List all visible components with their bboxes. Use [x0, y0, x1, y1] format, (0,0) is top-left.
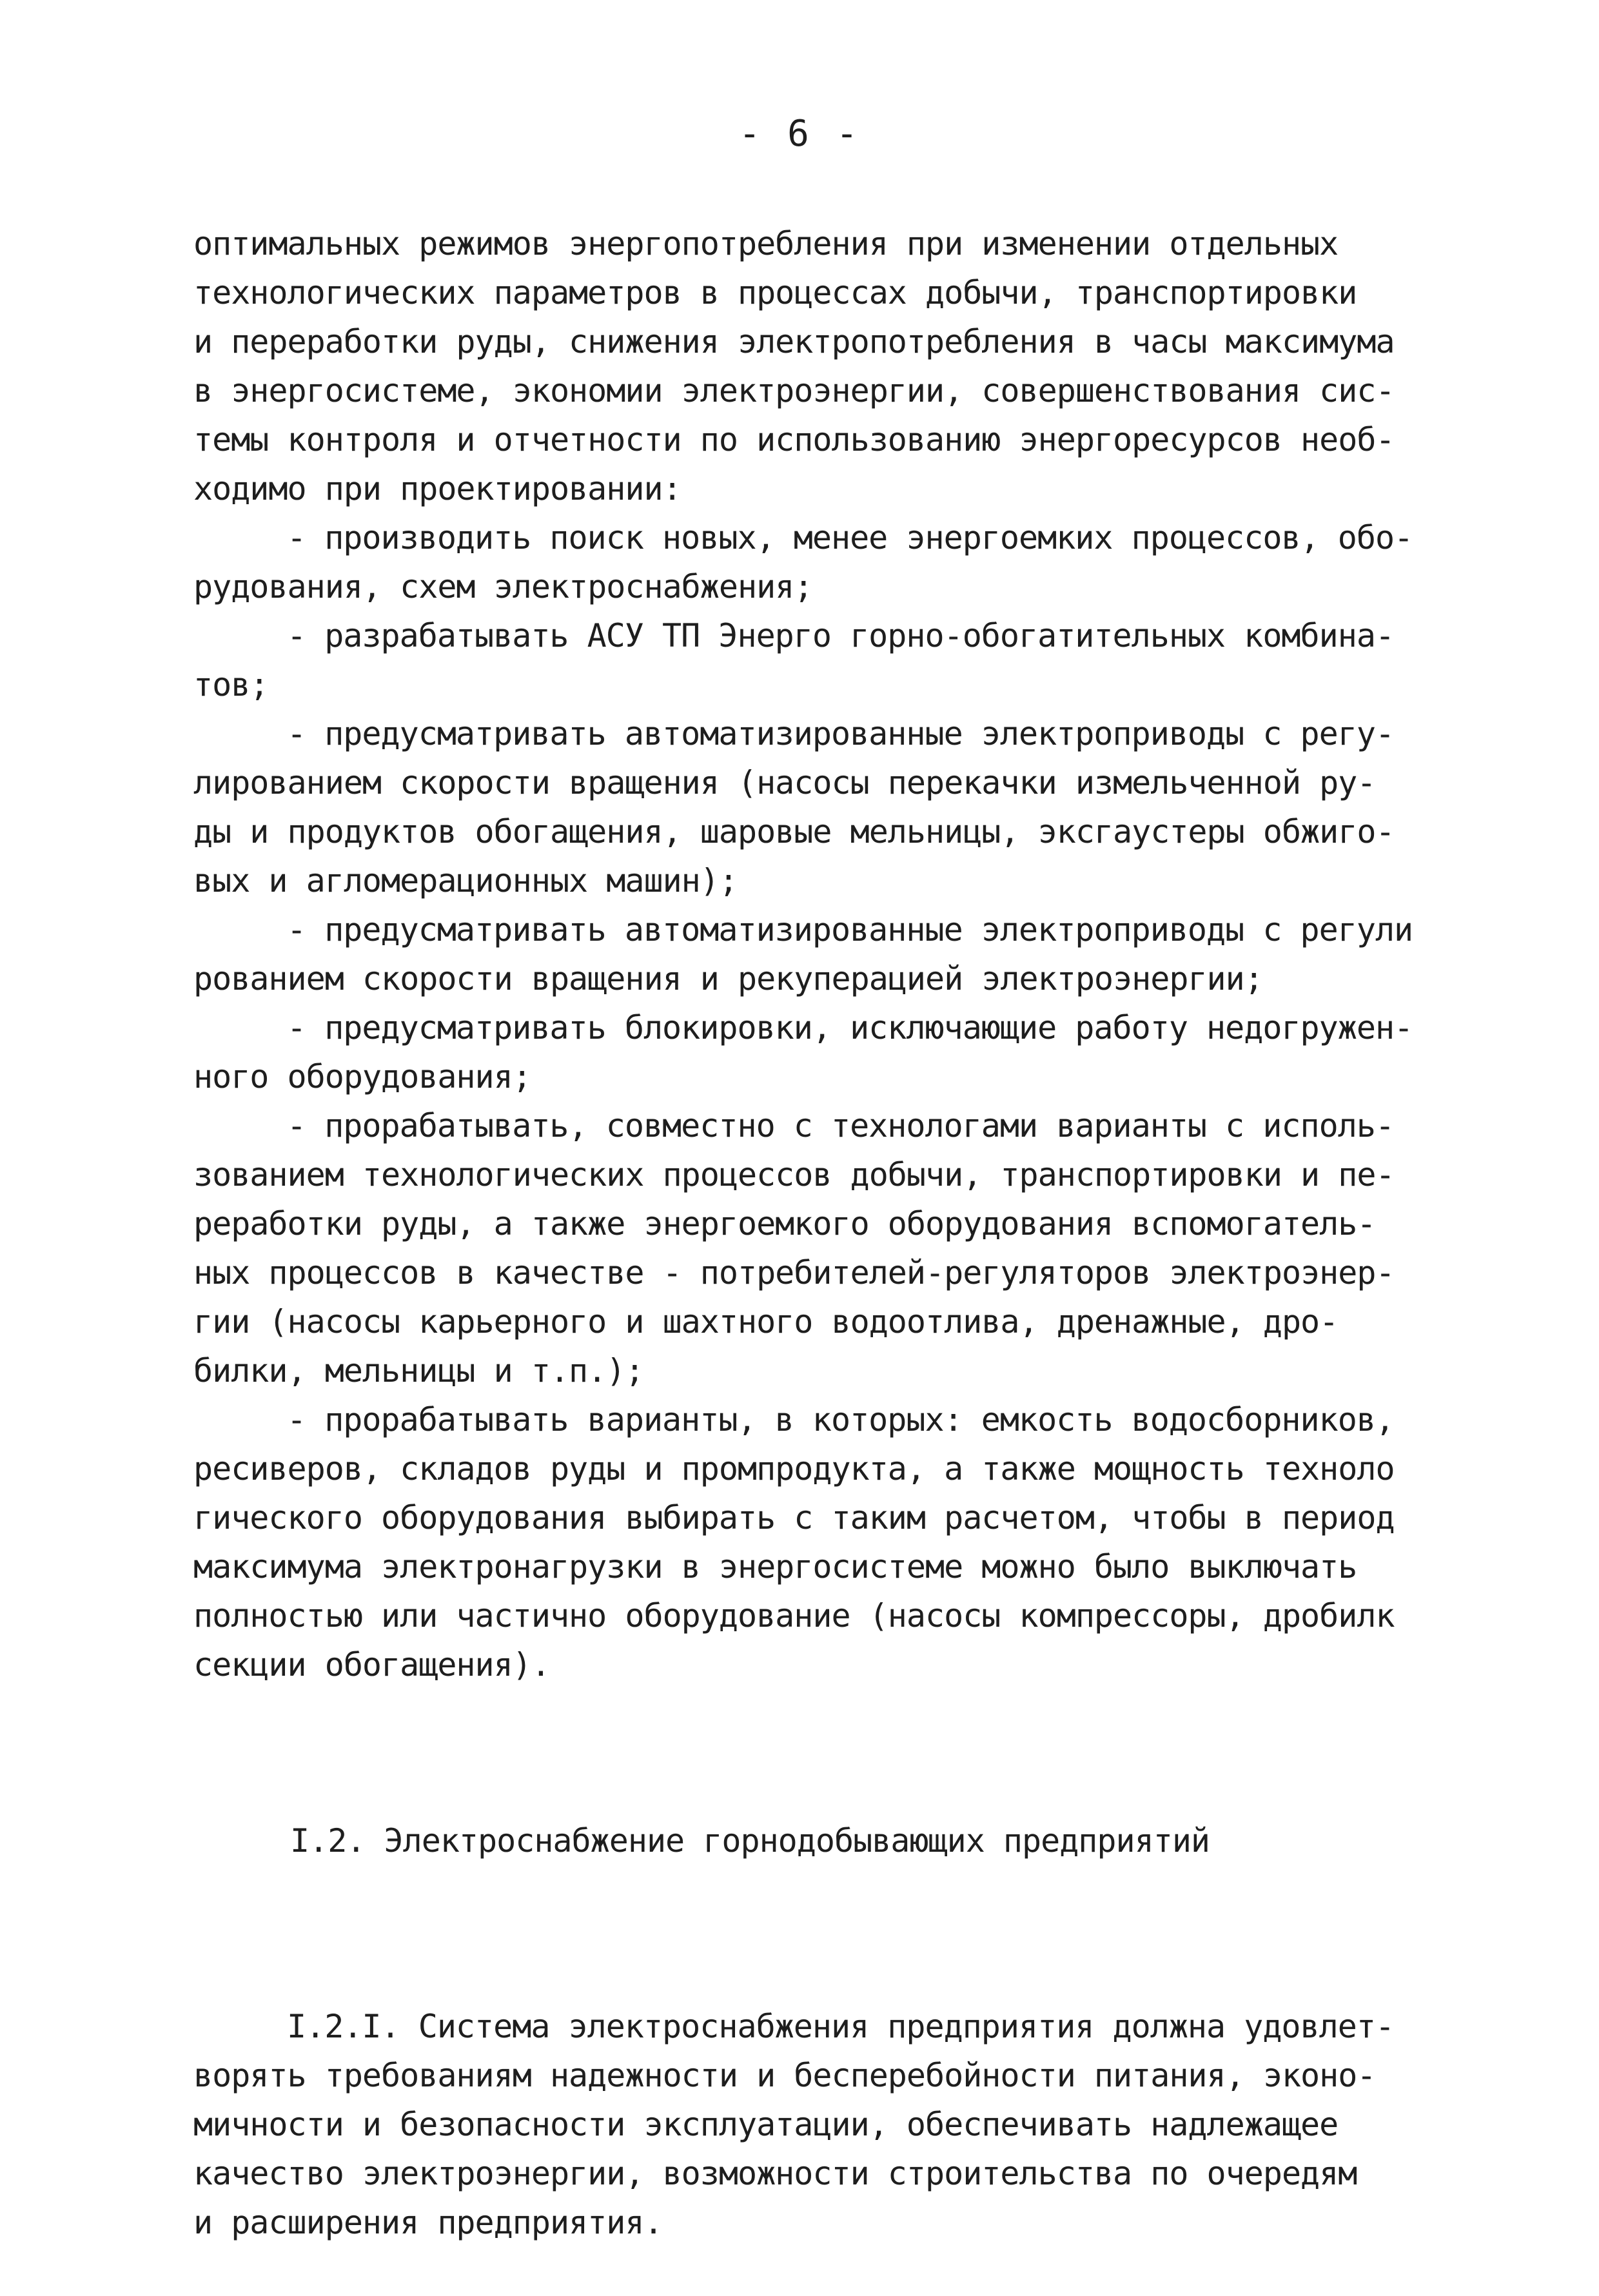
text-line: темы контроля и отчетности по использованию энергоресурсов необ-	[193, 421, 1395, 458]
text-line: лированием скорости вращения (насосы перекачки измельченной ру-	[193, 764, 1376, 801]
text-line: зованием технологических процессов добычи, транспортировки и пе-	[193, 1156, 1395, 1193]
text-line: мичности и безопасности эксплуатации, обеспечивать надлежащее	[193, 2106, 1339, 2143]
text-line: - производить поиск новых, менее энергоемких процессов, обо-	[287, 519, 1413, 556]
text-line: вых и агломерационных машин);	[193, 862, 738, 899]
section-1-2	[193, 1718, 1489, 2296]
text-line: гического оборудования выбирать с таким расчетом, чтобы в период	[193, 1499, 1395, 1536]
text-line: - предусматривать блокировки, исключающие работу недогружен-	[287, 1009, 1413, 1046]
text-line: рованием скорости вращения и рекуперацией электроэнергии;	[193, 960, 1263, 997]
text-line: реработки руды, а также энергоемкого оборудования вспомогатель-	[193, 1205, 1376, 1242]
section-heading: I.2. Электроснабжение горнодобывающих предприятий	[290, 1822, 1210, 1859]
text-line: оптимальных режимов энергопотребления при изменении отдельных	[193, 225, 1339, 262]
text-line: секции обогащения).	[193, 1646, 550, 1683]
text-line: - предусматривать автоматизированные электроприводы с регули	[287, 911, 1413, 948]
text-line: ды и продуктов обогащения, шаровые мельницы, эксгаустеры обжиго-	[193, 813, 1395, 850]
text-line: гии (насосы карьерного и шахтного водоотлива, дренажные, дро-	[193, 1303, 1339, 1340]
text-line: ресиверов, складов руды и промпродукта, а также мощность техноло	[193, 1450, 1395, 1487]
section-body	[193, 2002, 1489, 2247]
text-line: - прорабатывать варианты, в которых: емкость водосборников,	[287, 1401, 1395, 1438]
text-line: качество электроэнергии, возможности строительства по очередям	[193, 2155, 1357, 2192]
text-line: ного оборудования;	[193, 1058, 531, 1095]
text-line: ных процессов в качестве - потребителей-регуляторов электроэнер-	[193, 1254, 1395, 1291]
text-line: - прорабатывать, совместно с технологами варианты с исполь-	[287, 1107, 1395, 1144]
text-line: рудования, схем электроснабжения;	[193, 568, 813, 605]
text-line: и расширения предприятия.	[193, 2204, 663, 2241]
text-line: максимума электронагрузки в энергосистеме можно было выключать	[193, 1548, 1357, 1585]
text-line: ворять требованиям надежности и бесперебойности питания, эконо-	[193, 2057, 1376, 2094]
text-line: - разрабатывать АСУ ТП Энерго горно-обогатительных комбина-	[287, 617, 1395, 654]
text-line: технологических параметров в процессах добычи, транспортировки	[193, 274, 1357, 311]
text-line: I.2.I. Система электроснабжения предприятия должна удовлет-	[287, 2008, 1395, 2045]
text-line: ходимо при проектировании:	[193, 470, 682, 507]
text-line: билки, мельницы и т.п.);	[193, 1352, 644, 1389]
text-line: тов;	[193, 666, 269, 703]
text-line: в энергосистеме, экономии электроэнергии, совершенствования сис-	[193, 372, 1395, 409]
text-line: и переработки руды, снижения электропотребления в часы максимума	[193, 323, 1395, 360]
body-text	[193, 219, 1489, 1689]
page-number: - 6 -	[738, 113, 861, 155]
text-line: - предусматривать автоматизированные электроприводы с регу-	[287, 715, 1395, 752]
text-line: полностью или частично оборудование (насосы компрессоры, дробилк	[193, 1597, 1395, 1634]
